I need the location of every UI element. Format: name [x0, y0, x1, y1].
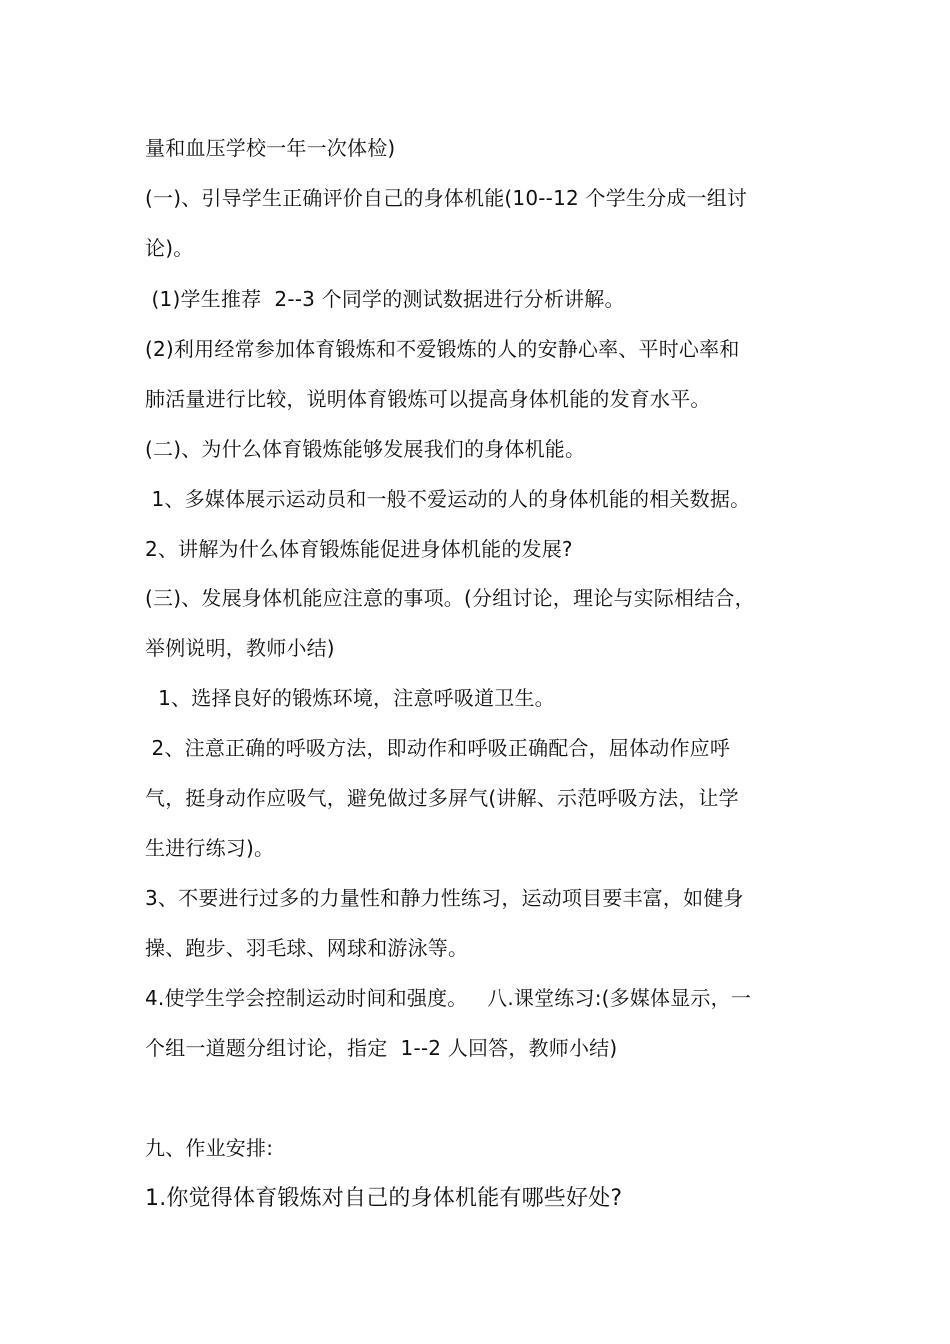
section-heading: 九、作业安排: — [145, 1136, 274, 1160]
text-line: 生进行练习)。 — [145, 836, 275, 860]
text-line: 2、注意正确的呼吸方法，即动作和呼吸正确配合，屈体动作应呼 — [145, 736, 731, 760]
text-line: (三)、发展身体机能应注意的事项。(分组讨论，理论与实际相结合， — [145, 586, 755, 610]
text-line: 气，挺身动作应吸气，避免做过多屏气(讲解、示范呼吸方法，让学 — [145, 786, 739, 810]
text-line: (二)、为什么体育锻炼能够发展我们的身体机能。 — [145, 437, 586, 461]
text-line: 个组一道题分组讨论，指定 1--2 人回答，教师小结) — [145, 1036, 618, 1060]
homework-question: 1.你觉得体育锻炼对自己的身体机能有哪些好处? — [145, 1186, 623, 1211]
text-line: 论)。 — [145, 236, 194, 260]
text-line: 1、选择良好的锻炼环境，注意呼吸道卫生。 — [145, 686, 555, 710]
text-line: (1)学生推荐 2--3 个同学的测试数据进行分析讲解。 — [145, 287, 625, 311]
text-line: 举例说明，教师小结) — [145, 636, 335, 660]
text-line: 4.使学生学会控制运动时间和强度。 八.课堂练习:(多媒体显示，一 — [145, 986, 752, 1010]
text-line: (2)利用经常参加体育锻炼和不爱锻炼的人的安静心率、平时心率和 — [145, 337, 740, 361]
text-line: 1、多媒体展示运动员和一般不爱运动的人的身体机能的相关数据。 — [145, 487, 751, 511]
text-line: (一)、引导学生正确评价自己的身体机能(10--12 个学生分成一组讨 — [145, 186, 748, 210]
text-line: 2、讲解为什么体育锻炼能促进身体机能的发展? — [145, 537, 573, 561]
text-line: 量和血压学校一年一次体检) — [145, 136, 396, 160]
text-line: 肺活量进行比较，说明体育锻炼可以提高身体机能的发育水平。 — [145, 387, 711, 411]
text-line: 操、跑步、羽毛球、网球和游泳等。 — [145, 936, 469, 960]
text-line: 3、不要进行过多的力量性和静力性练习，运动项目要丰富，如健身 — [145, 886, 744, 910]
